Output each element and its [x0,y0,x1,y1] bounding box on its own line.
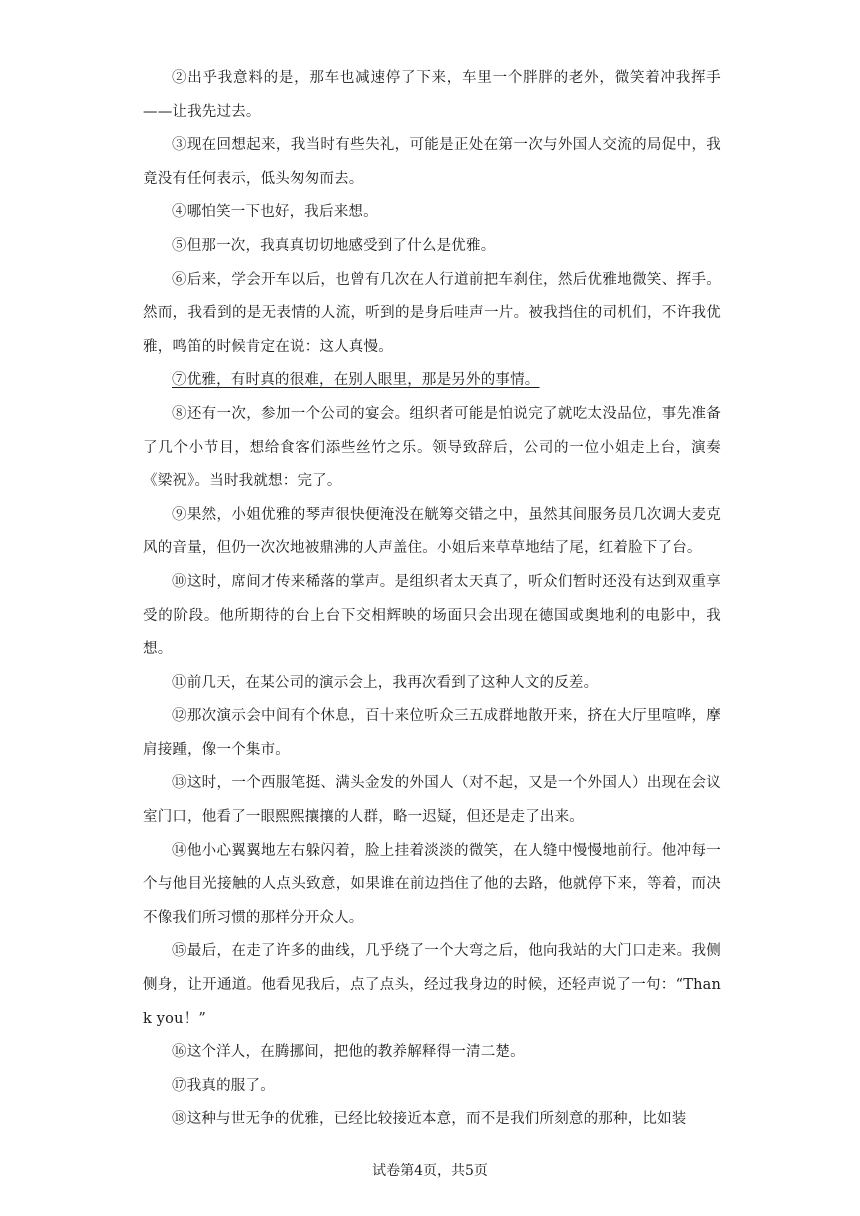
underlined-sentence: ⑦优雅，有时真的很难，在别人眼里，那是另外的事情。 [172,372,540,389]
paragraph-10: ⑩这时，席间才传来稀落的掌声。是组织者太天真了，听众们暂时还没有达到双重享受的阶段。他所期待的台上台下交相辉映的场面只会出现在德国或奥地利的电影中，我想。 [143,573,721,658]
paragraph-4: ④哪怕笑一下也好，我后来想。 [172,204,378,221]
paragraph-15: ⑮最后，在走了许多的曲线，几乎绕了一个大弯之后，他向我站的大门口走来。我侧侧身，让开通道。他看见我后，点了点头，经过我身边的时候，还轻声说了一句：“Thank you！” [143,943,721,1027]
paragraph-3: ③现在回想起来，我当时有些失礼，可能是正处在第一次与外国人交流的局促中，我竟没有任何表示，低头匆匆而去。 [143,137,721,187]
paragraph-8: ⑧还有一次，参加一个公司的宴会。组织者可能是怕说完了就吃太没品位，事先准备了几个小节目，想给食客们添些丝竹之乐。领导致辞后，公司的一位小姐走上台，演奏《梁祝》。当时我就想：完了。 [143,405,721,490]
paragraph-12: ⑫那次演示会中间有个休息，百十来位听众三五成群地散开来，挤在大厅里喧哗，摩肩接踵，像一个集市。 [143,708,721,758]
document-body [143,62,721,1137]
paragraph-9: ⑨果然，小姐优雅的琴声很快便淹没在觥筹交错之中，虽然其间服务员几次调大麦克风的音量，但仍一次次地被鼎沸的人声盖住。小姐后来草草地结了尾，红着脸下了台。 [143,506,721,557]
paragraph-13: ⑬这时，一个西服笔挺、满头金发的外国人（对不起，又是一个外国人）出现在会议室门口，他看了一眼熙熙攘攘的人群，略一迟疑，但还是走了出来。 [143,775,721,826]
paragraph-11: ⑪前几天，在某公司的演示会上，我再次看到了这种人文的反差。 [172,674,599,691]
paragraph-16: ⑯这个洋人，在腾挪间，把他的教养解释得一清二楚。 [172,1044,525,1061]
paragraph-5: ⑤但那一次，我真真切切地感受到了什么是优雅。 [172,237,496,254]
paragraph-18: ⑱这种与世无争的优雅，已经比较接近本意，而不是我们所刻意的那种，比如装 [172,1111,687,1128]
paragraph-2: ②出乎我意料的是，那车也减速停了下来，车里一个胖胖的老外，微笑着冲我挥手——让我先过去。 [143,70,721,120]
paragraph-7-underlined [143,364,721,398]
paragraph-6: ⑥后来，学会开车以后，也曾有几次在人行道前把车刹住，然后优雅地微笑、挥手。然而，我看到的是无表情的人流，听到的是身后哇声一片。被我挡住的司机们，不许我优雅，鸣笛的时候肯定在说：这人真慢。 [143,271,721,355]
paragraph-17: ⑰我真的服了。 [172,1077,275,1094]
page-footer: 试卷第4页，共5页 [372,1163,488,1179]
paragraph-14: ⑭他小心翼翼地左右躲闪着，脸上挂着淡淡的微笑，在人缝中慢慢地前行。他冲每一个与他目光接触的人点头致意，如果谁在前边挡住了他的去路，他就停下来，等着，而决不像我们所习惯的那样分开众人。 [143,842,721,926]
